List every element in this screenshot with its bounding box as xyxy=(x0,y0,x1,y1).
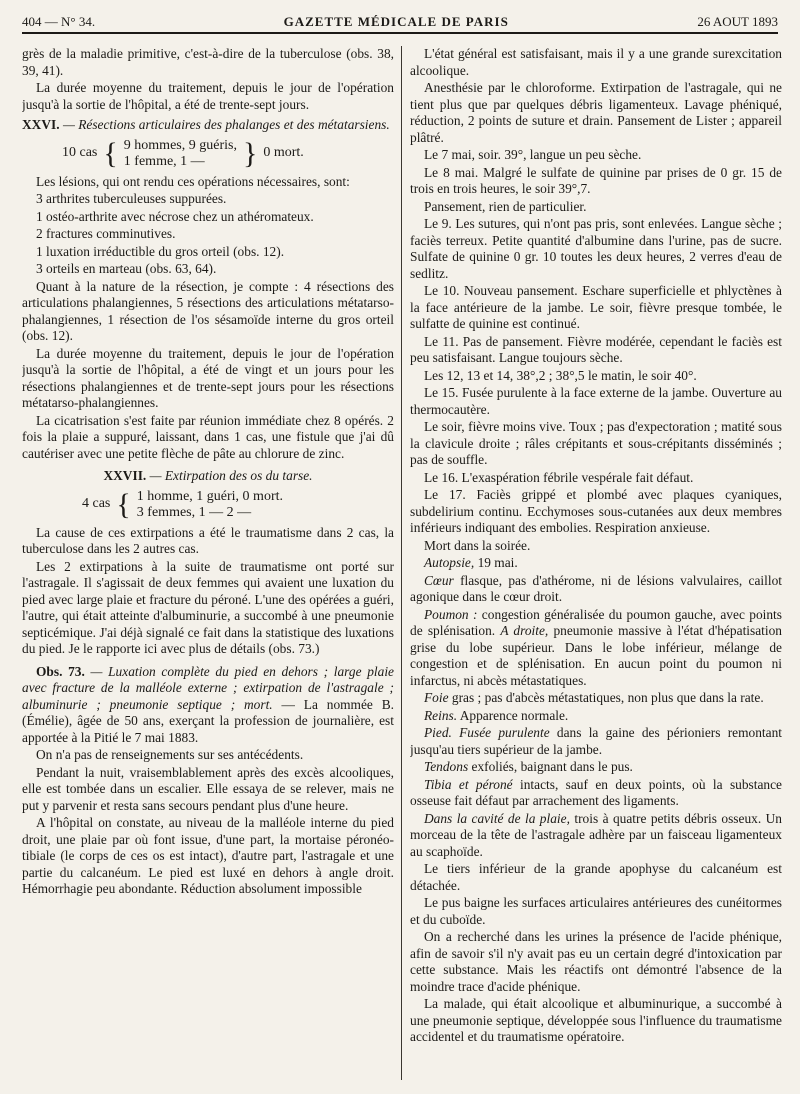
paragraph: Le 11. Pas de pansement. Fièvre modérée, cependant le faciès est peu satisfaisant. Langue toujours sèche. xyxy=(410,333,782,365)
italic-label: Tendons xyxy=(424,759,469,774)
italic-label: A droite, xyxy=(500,623,549,638)
finding-kidneys xyxy=(410,708,782,725)
observation-intro: — La nommée B. (Émélie), âgée de 50 ans, exerçant la profession de journalière, est apportée à la Pitié le 7 mai 1883. xyxy=(22,696,394,745)
observation-title: — Luxation complète du pied en dehors ; large plaie avec fracture de la malléole externe ; extirpation de l'astragale ; albuminurie ; pneumonie septique ; mort. xyxy=(22,663,394,712)
case-stats xyxy=(82,489,394,521)
paragraph: Pansement, rien de particulier. xyxy=(424,198,587,214)
paragraph: L'état général est satisfaisant, mais il y a une grande surexcitation alcoolique. xyxy=(410,46,782,78)
paragraph: La cause de ces extirpations a été le traumatisme dans 2 cas, la tuberculose dans les 2 autres cas. xyxy=(22,524,394,556)
paragraph: Les 2 extirpations à la suite de traumatisme ont porté sur l'astragale. Il s'agissait de deux femmes qui avaient une luxation du pied avec large plaie et fracture du péroné. L'une des opérées a guéri, l'autre, qui était atteinte d'albuminurie, a succombé à une pneumonie septicémique. J'ai déjà signalé ce fait dans la statistique des luxations du pied. Je le rapporte ici avec plus de détails (obs. 73.) xyxy=(22,558,394,656)
paragraph: Le 7 mai, soir. 39°, langue un peu sèche. xyxy=(424,147,642,162)
finding-foot xyxy=(410,725,782,758)
finding-wound xyxy=(410,811,782,861)
section-title: — Résections articulaires des phalanges et des métatarsiens. xyxy=(62,117,390,132)
paragraph: Le 17. Faciès grippé et plombé avec plaques cyaniques, subdelirium continu. Ecchymoses sous-cutanées aux deux membres inférieurs indiquant des embolies. Respiration anxieuse. xyxy=(410,487,782,535)
case-stats xyxy=(62,138,394,170)
text: flasque, pas d'athérome, ni de lésions valvulaires, caillot agonique dans le cœur droit. xyxy=(410,572,782,604)
list-item: 1 ostéo-arthrite avec nécrose chez un athéromateux. xyxy=(36,208,314,224)
paragraph: Les 12, 13 et 14, 38°,2 ; 38°,5 le matin, le soir 40°. xyxy=(424,367,697,383)
observation-label: Obs. 73. xyxy=(36,663,85,679)
brace-icon: } xyxy=(242,136,258,170)
text: trois à quatre petits débris osseux. Un morceau de la tête de l'astragale adhère par un faisceau ligamenteux au scaphoïde. xyxy=(410,810,782,859)
brace-icon: { xyxy=(116,487,131,521)
text: Apparence normale. xyxy=(457,707,569,723)
issue-date: 26 AOUT 1893 xyxy=(697,13,778,29)
paragraph: Le 9. Les sutures, qui n'ont pas pris, sont enlevées. Langue sèche ; faciès terreux. Petite quantité d'albumine dans l'urine, pas de sucre. Sulfate de quinine 0 gr. 10 toutes les deux heures, 2 verres d'eau de sedlitz. xyxy=(410,216,782,281)
section-number: XXVII. xyxy=(103,468,147,483)
stats-line: 9 hommes, 9 guéris, xyxy=(123,137,237,153)
paragraph: grès de la maladie primitive, c'est-à-dire de la tuberculose (obs. 38, 39, 41). xyxy=(22,46,394,78)
paragraph: On a recherché dans les urines la présence de l'acide phénique, afin de savoir s'il n'y avait pas eu un certain degré d'intoxication par cette substance. Mais les réactifs ont démontré l'absence de la moindre trace d'acide phénique. xyxy=(410,929,782,994)
finding-heart xyxy=(410,573,782,606)
paragraph: A l'hôpital on constate, au niveau de la malléole interne du pied droit, une plaie par où font issue, d'une part, la mortaise péronéo-tibiale (le corps de ces os est intact), d'autre part, l'astragale et une partie du calcanéum. Le pied est luxé en dehors à angle droit. Hémorrhagie peu abondante. Réduction absolument impossible xyxy=(22,815,394,896)
italic-label: Autopsie, xyxy=(424,555,475,570)
text: exfoliés, baignant dans le pus. xyxy=(468,759,633,774)
brace-icon: { xyxy=(103,136,118,170)
italic-label: Cœur xyxy=(424,572,454,588)
lesion-list xyxy=(22,191,394,278)
italic-label: Dans la cavité de la plaie, xyxy=(424,810,570,826)
page-number: 404 — N° 34. xyxy=(22,13,96,29)
paragraph: On n'a pas de renseignements sur ses antécédents. xyxy=(36,747,304,762)
list-item: 3 arthrites tuberculeuses suppurées. xyxy=(36,191,227,206)
paragraph: Le 15. Fusée purulente à la face externe de la jambe. Ouverture au thermocautère. xyxy=(410,385,782,417)
finding-tendons xyxy=(410,759,782,776)
paragraph: La malade, qui était alcoolique et albuminurique, a succombé à une pneumonie septique, développée sous l'influence du traumatisme accidentel et du traumatisme opératoire. xyxy=(410,996,782,1044)
section-heading xyxy=(22,117,394,134)
paragraph: Pendant la nuit, vraisemblablement après des excès alcooliques, elle est tombée dans un escalier. Elle essaya de se relever, mais ne put y parvenir et resta sans secours pendant plus d'une heure. xyxy=(22,764,394,813)
paragraph: Mort dans la soirée. xyxy=(424,537,531,553)
stats-line: 1 femme, 1 — xyxy=(123,153,205,169)
left-column xyxy=(22,46,394,1082)
page-header xyxy=(22,8,778,34)
observation-heading xyxy=(22,664,394,747)
column-divider xyxy=(401,46,402,1080)
paragraph: La cicatrisation s'est faite par réunion immédiate chez 8 opérés. 2 fois la plaie a suppuré, laissant, dans 1 cas, une fistule que j'ai dû cautériser avec une petite flèche de pâte au chlorure de zinc. xyxy=(22,412,394,461)
case-stats-lines xyxy=(124,138,237,170)
case-count: 4 cas xyxy=(82,496,111,512)
italic-label: Reins. xyxy=(424,707,458,723)
paragraph: La durée moyenne du traitement, depuis le jour de l'opération jusqu'à la sortie de l'hôpital, a été de vingt et un jours pour les résections phalangiennes et de trente-sept jours pour les résections métatarso-phalangiennes. xyxy=(22,345,394,410)
text: 19 mai. xyxy=(474,555,518,570)
italic-label: Foie xyxy=(424,690,449,705)
journal-title: GAZETTE MÉDICALE DE PARIS xyxy=(283,13,509,29)
right-column xyxy=(410,46,782,1082)
autopsy-line xyxy=(410,555,782,572)
stats-line: 1 homme, 1 guéri, 0 mort. xyxy=(136,488,283,504)
italic-label: Pied. Fusée purulente xyxy=(424,725,550,740)
paragraph: Le soir, fièvre moins vive. Toux ; pas d'expectoration ; matité sous la clavicule droite ; râles crépitants et sous-crépitants disséminés ; pas de souffle. xyxy=(410,419,782,467)
text: intacts, sauf en deux points, où la substance osseuse fait défaut par arrachement des ligaments. xyxy=(410,776,782,808)
paragraph: Quant à la nature de la résection, je compte : 4 résections des articulations phalangiennes, 5 résections des articulations métatarso-phalangiennes, 1 résection de l'os sésamoïde interne du gros orteil (obs. 12). xyxy=(22,278,394,343)
italic-label: Tibia et péroné xyxy=(424,776,513,792)
list-item: 2 fractures comminutives. xyxy=(36,226,176,241)
list-item: 3 orteils en marteau (obs. 63, 64). xyxy=(36,261,217,276)
paragraph: Le tiers inférieur de la grande apophyse du calcanéum est détachée. xyxy=(410,861,782,893)
text: dans la gaine des périoniers remontant jusqu'au tiers supérieur de la jambe. xyxy=(410,725,782,757)
text: gras ; pas d'abcès métastatiques, non plus que dans la rate. xyxy=(448,690,764,705)
stats-line: 3 femmes, 1 — 2 — xyxy=(136,504,252,520)
paragraph: Le pus baigne les surfaces articulaires antérieures des cunéitormes et du cuboïde. xyxy=(410,895,782,927)
finding-lung xyxy=(410,607,782,690)
text: pneumonie massive à l'état d'hépatisation grise du lobe supérieur. Dans le lobe inférieur, mélange de congestion et de splénisation. En aucun point du poumon ni infarctus, ni abcès métastatiques. xyxy=(410,623,782,688)
section-title: — Extirpation des os du tarse. xyxy=(149,468,313,483)
paragraph: Le 16. L'exaspération fébrile vespérale fait défaut. xyxy=(424,469,694,485)
paragraph: Anesthésie par le chloroforme. Extirpation de l'astragale, qui ne tient plus que par quelques débris ligamenteux. Lavage phéniqué, réduction, 2 points de suture et drain. Pansement de Lister ; appareil plâtré. xyxy=(410,80,782,145)
paragraph: Les lésions, qui ont rendu ces opérations nécessaires, sont: xyxy=(36,173,350,189)
italic-label: Poumon : xyxy=(424,606,478,622)
finding-liver xyxy=(410,690,782,707)
case-stats-lines xyxy=(137,489,283,521)
text: congestion généralisée du poumon gauche, avec points de splénisation. xyxy=(410,606,782,638)
case-count: 10 cas xyxy=(62,145,98,161)
paragraph: Le 8 mai. Malgré le sulfate de quinine par prises de 0 gr. 15 de trois en trois heures, le soir 39°,7. xyxy=(410,164,782,196)
section-number: XXVI. xyxy=(22,117,60,132)
section-heading xyxy=(22,468,394,485)
finding-bones xyxy=(410,777,782,810)
list-item: 1 luxation irréductible du gros orteil (obs. 12). xyxy=(36,243,285,259)
death-count: 0 mort. xyxy=(263,145,304,161)
paragraph: Le 10. Nouveau pansement. Eschare superficielle et phlyctènes à la face antérieure de la jambe. Le soir, fièvre presque tombée, le sulfatte de quinine est continué. xyxy=(410,283,782,331)
paragraph: La durée moyenne du traitement, depuis le jour de l'opération jusqu'à la sortie de l'hôpital, a été de trente-sept jours. xyxy=(22,80,394,112)
